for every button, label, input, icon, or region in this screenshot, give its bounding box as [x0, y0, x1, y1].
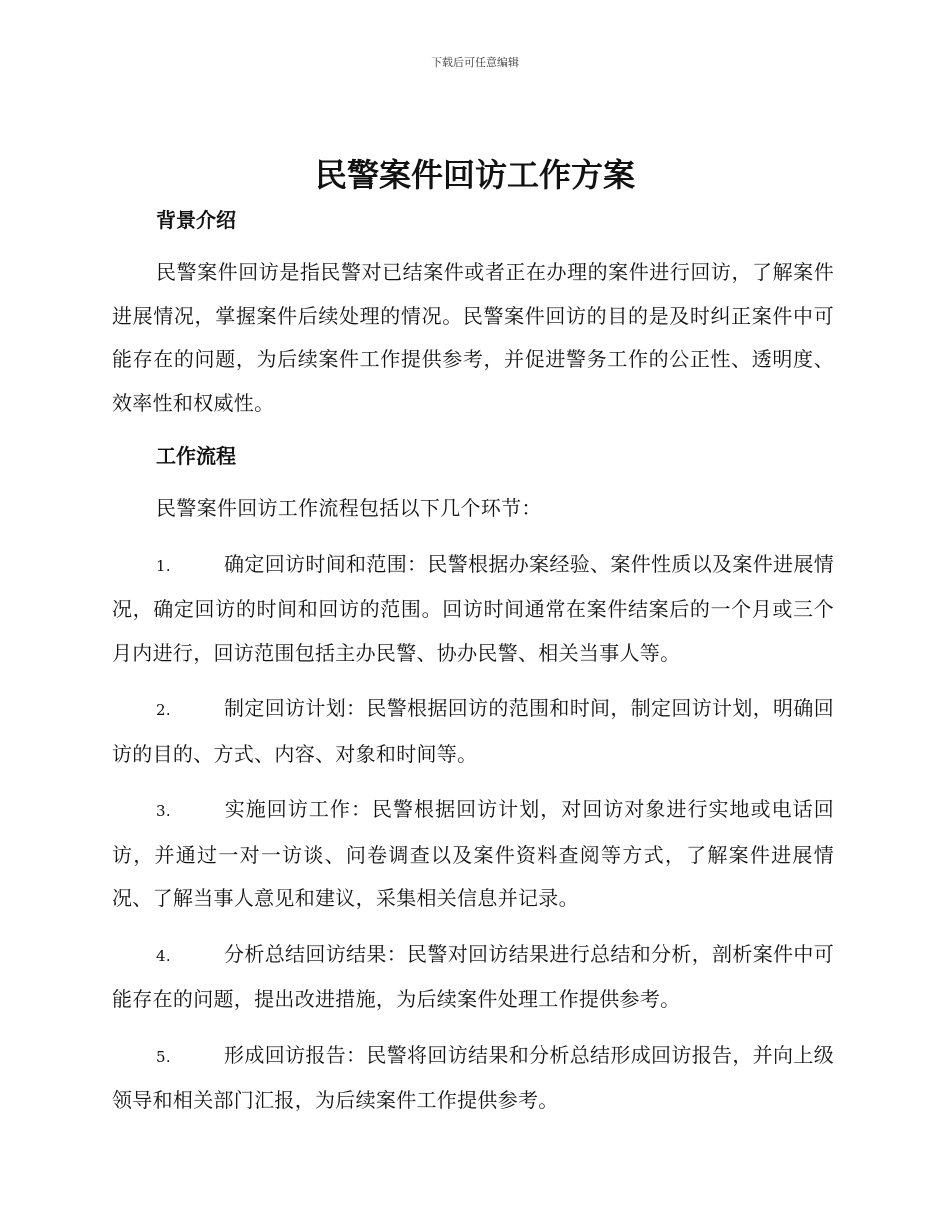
list-item-number: 4.	[156, 946, 171, 965]
list-item-number: 1.	[156, 556, 171, 575]
section-heading-workflow: 工作流程	[156, 444, 236, 468]
list-item-number: 2.	[156, 701, 171, 719]
list-item-text: 确定回访时间和范围：民警根据办案经验、案件性质以及案件进展情况，确定回访的时间和回访的范围。回访时间通常在案件结案后的一个月或三个月内进行，回访范围包括主办民警、协办民警、相关当事人等。	[112, 551, 834, 665]
workflow-intro: 民警案件回访工作流程包括以下几个环节：	[156, 496, 542, 520]
list-item-number: 5.	[156, 1047, 171, 1066]
list-item-text: 分析总结回访结果：民警对回访结果进行总结和分析，剖析案件中可能存在的问题，提出改进措施，为后续案件处理工作提供参考。	[112, 941, 834, 1011]
list-item	[112, 788, 834, 921]
list-item	[112, 687, 834, 776]
section-heading-background: 背景介绍	[156, 208, 236, 232]
background-paragraph: 民警案件回访是指民警对已结案件或者正在办理的案件进行回访，了解案件进展情况，掌握案件后续处理的情况。民警案件回访的目的是及时纠正案件中可能存在的问题，为后续案件工作提供参考，并促进警务工作的公正性、透明度、效率性和权威性。	[112, 260, 834, 415]
list-item-text: 制定回访计划：民警根据回访的范围和时间，制定回访计划，明确回访的目的、方式、内容、对象和时间等。	[112, 696, 834, 766]
document-title: 民警案件回访工作方案	[314, 156, 635, 194]
header-note: 下载后可任意编辑	[431, 56, 519, 69]
list-item	[112, 543, 834, 676]
list-item-text: 形成回访报告：民警将回访结果和分析总结形成回访报告，并向上级领导和相关部门汇报，为后续案件工作提供参考。	[112, 1042, 834, 1112]
document-body	[112, 202, 834, 1123]
list-item-number: 3.	[156, 802, 171, 820]
list-item	[112, 1034, 834, 1123]
list-item-text: 实施回访工作：民警根据回访计划，对回访对象进行实地或电话回访，并通过一对一访谈、问卷调查以及案件资料查阅等方式，了解案件进展情况、了解当事人意见和建议，采集相关信息并记录。	[112, 797, 834, 910]
list-item	[112, 933, 834, 1022]
